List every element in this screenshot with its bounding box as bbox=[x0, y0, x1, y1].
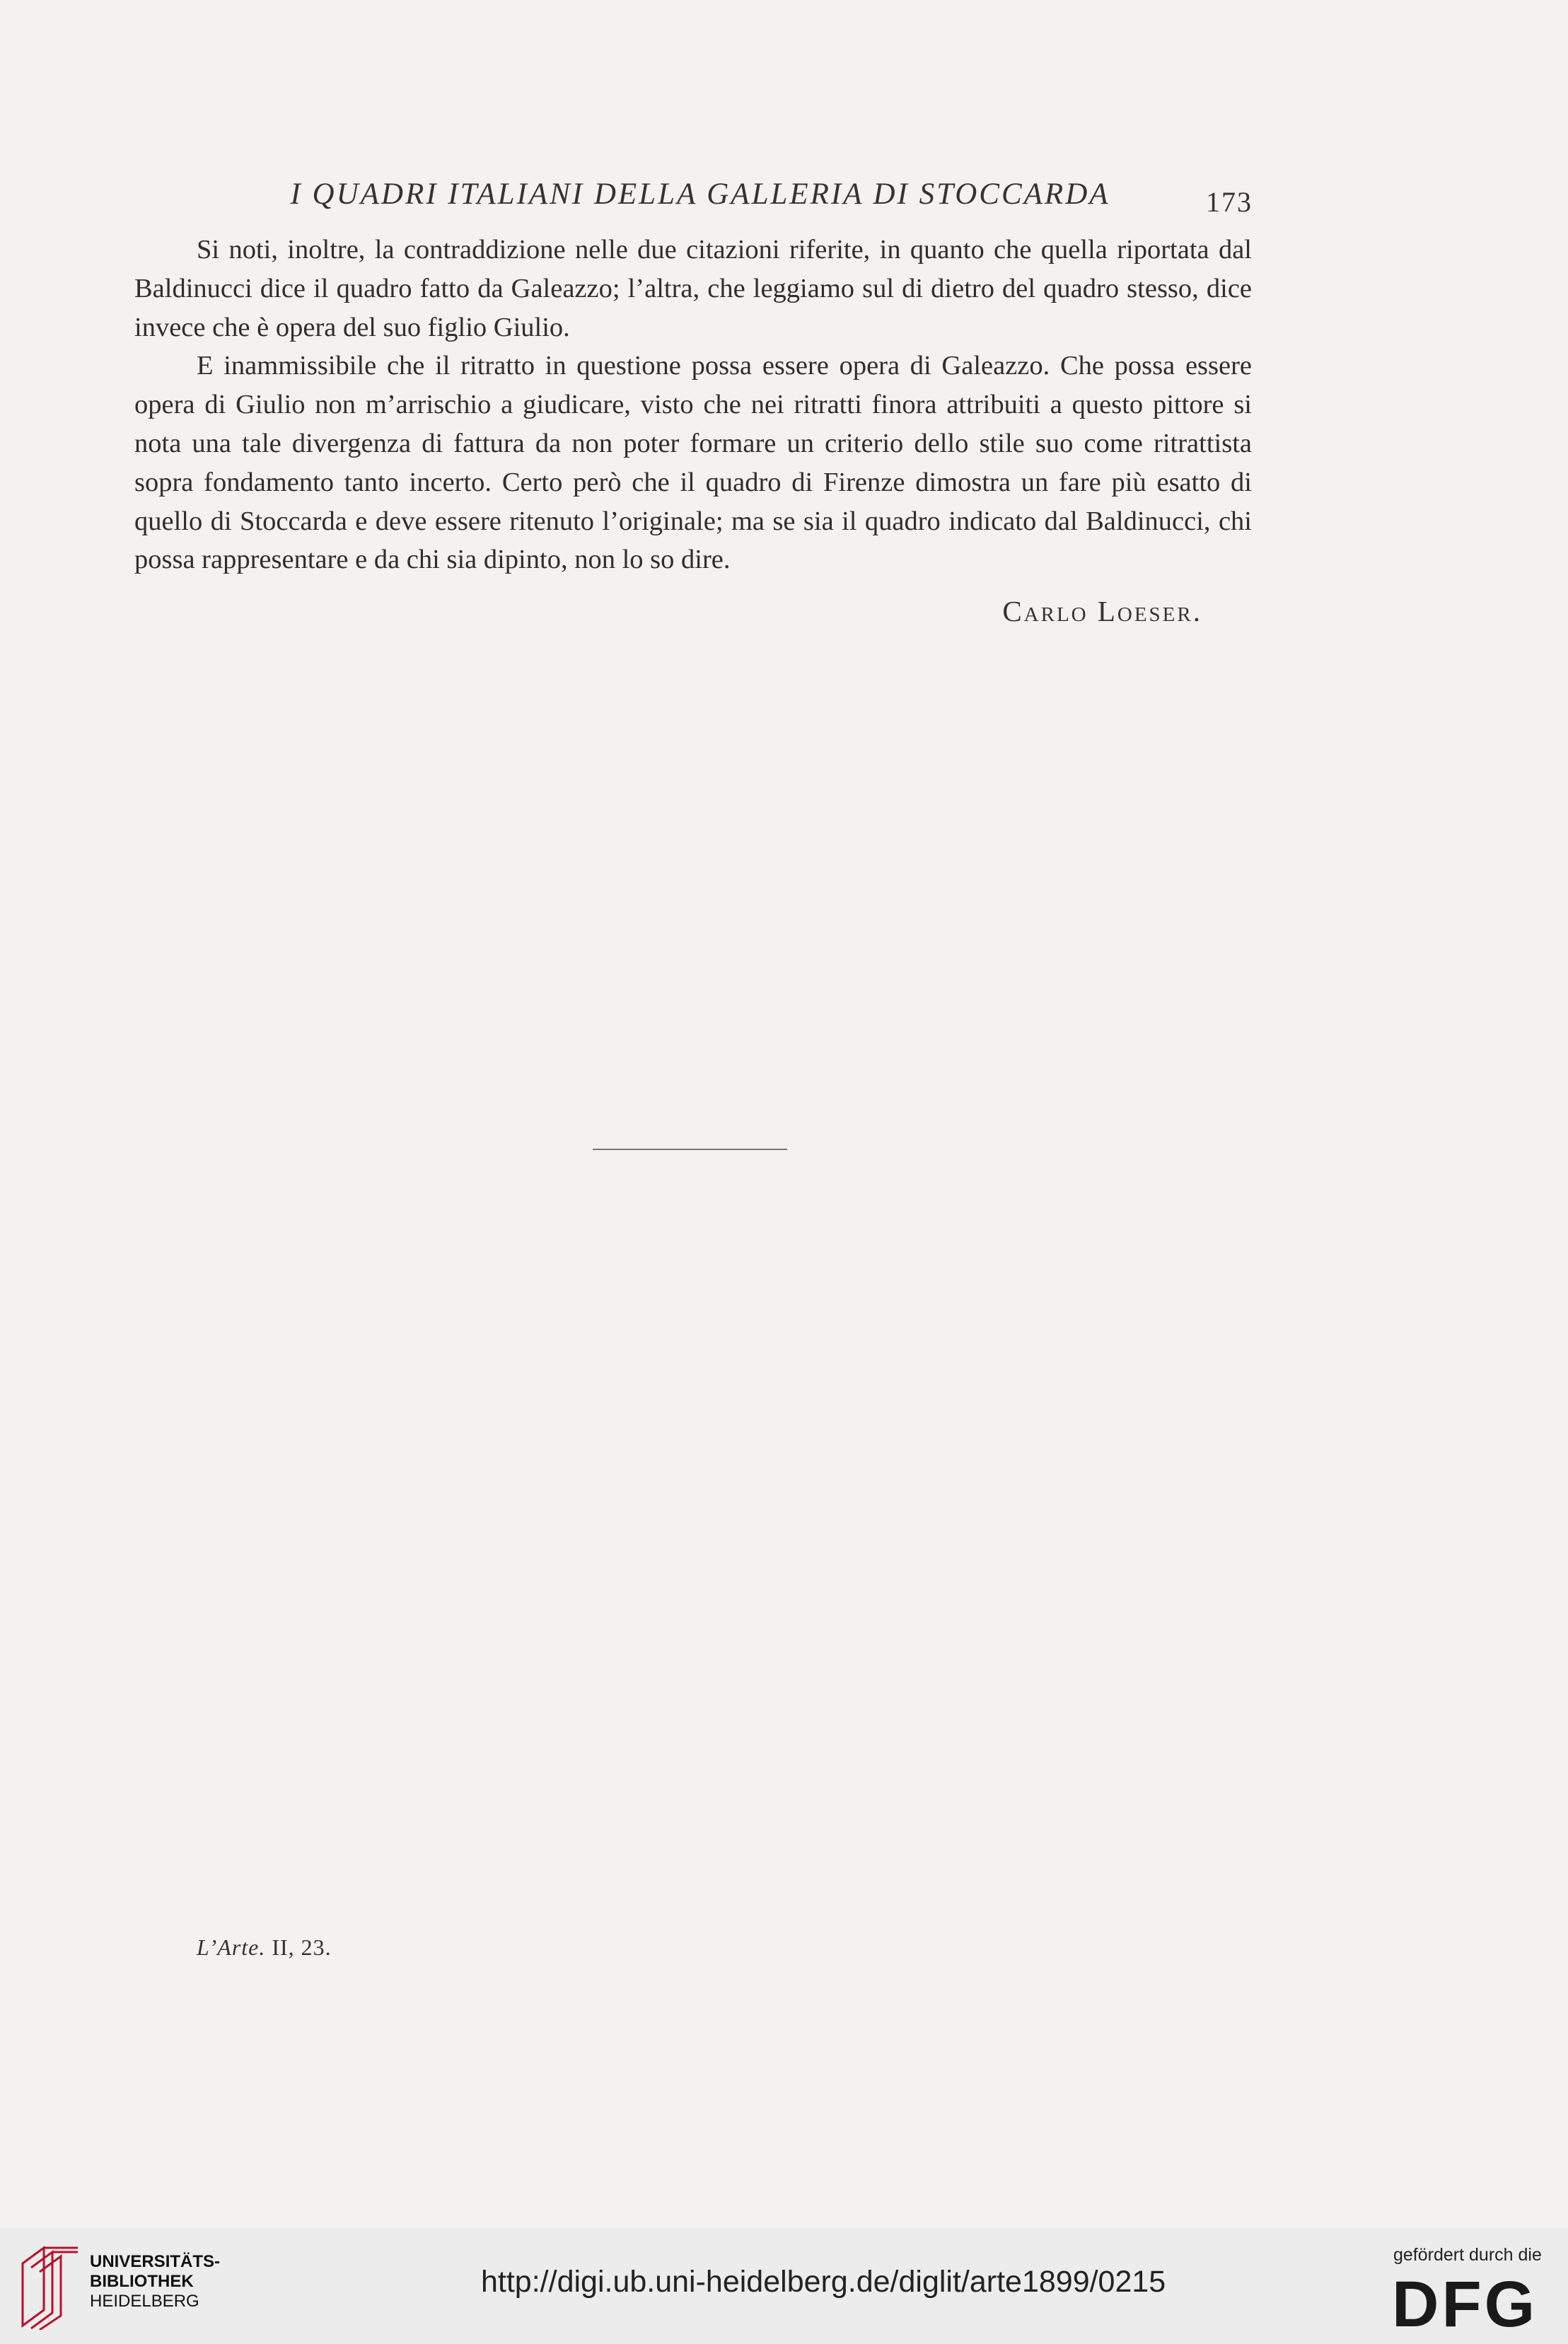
library-name-line2: BIBLIOTHEK bbox=[90, 2272, 194, 2291]
article-body bbox=[134, 231, 1252, 579]
permalink-url[interactable]: http://digi.ub.uni-heidelberg.de/diglit/arte1899/0215 bbox=[481, 2265, 1166, 2299]
library-logo-icon bbox=[16, 2242, 82, 2330]
funder-caption: gefördert durch die bbox=[1393, 2245, 1542, 2265]
dfg-logo: DFG bbox=[1392, 2268, 1538, 2340]
volume-ref: II, 23. bbox=[272, 1934, 332, 1960]
paragraph-1: Si noti, inoltre, la contraddizione nelle due citazioni riferite, in quanto che quella riportata dal Baldinucci dice il quadro fatto da Galeazzo; l’altra, che leggiamo sul di dietro del quadro stesso, dice invece che è opera del suo figlio Giulio. bbox=[134, 235, 1252, 342]
library-name bbox=[90, 2252, 220, 2311]
page-number: 173 bbox=[1206, 186, 1253, 218]
journal-name: L’Arte. bbox=[197, 1934, 266, 1960]
digitization-footer bbox=[0, 2228, 1568, 2344]
author-signature: Carlo Loeser. bbox=[1002, 595, 1202, 627]
section-divider bbox=[593, 1149, 787, 1150]
printer-signature-mark bbox=[197, 1934, 332, 1961]
running-head: I QUADRI ITALIANI DELLA GALLERIA DI STOCCARDA bbox=[290, 178, 1110, 211]
library-name-line1: UNIVERSITÄTS- bbox=[90, 2252, 221, 2271]
library-name-line3: HEIDELBERG bbox=[90, 2292, 199, 2311]
paragraph-2: E inammissibile che il ritratto in questione possa essere opera di Galeazzo. Che possa essere opera di Giulio non m’arrischio a giudicare, visto che nei ritratti finora attribuiti a questo pittore si nota una tale divergenza di fattura da non poter formare un criterio dello stile suo come ritrattista sopra fondamento tanto incerto. Certo però che il quadro di Firenze dimostra un fare più esatto di quello di Stoccarda e deve essere ritenuto l’originale; ma se sia il quadro indicato dal Baldinucci, chi possa rappresentare e da chi sia dipinto, non lo so dire. bbox=[134, 351, 1252, 575]
